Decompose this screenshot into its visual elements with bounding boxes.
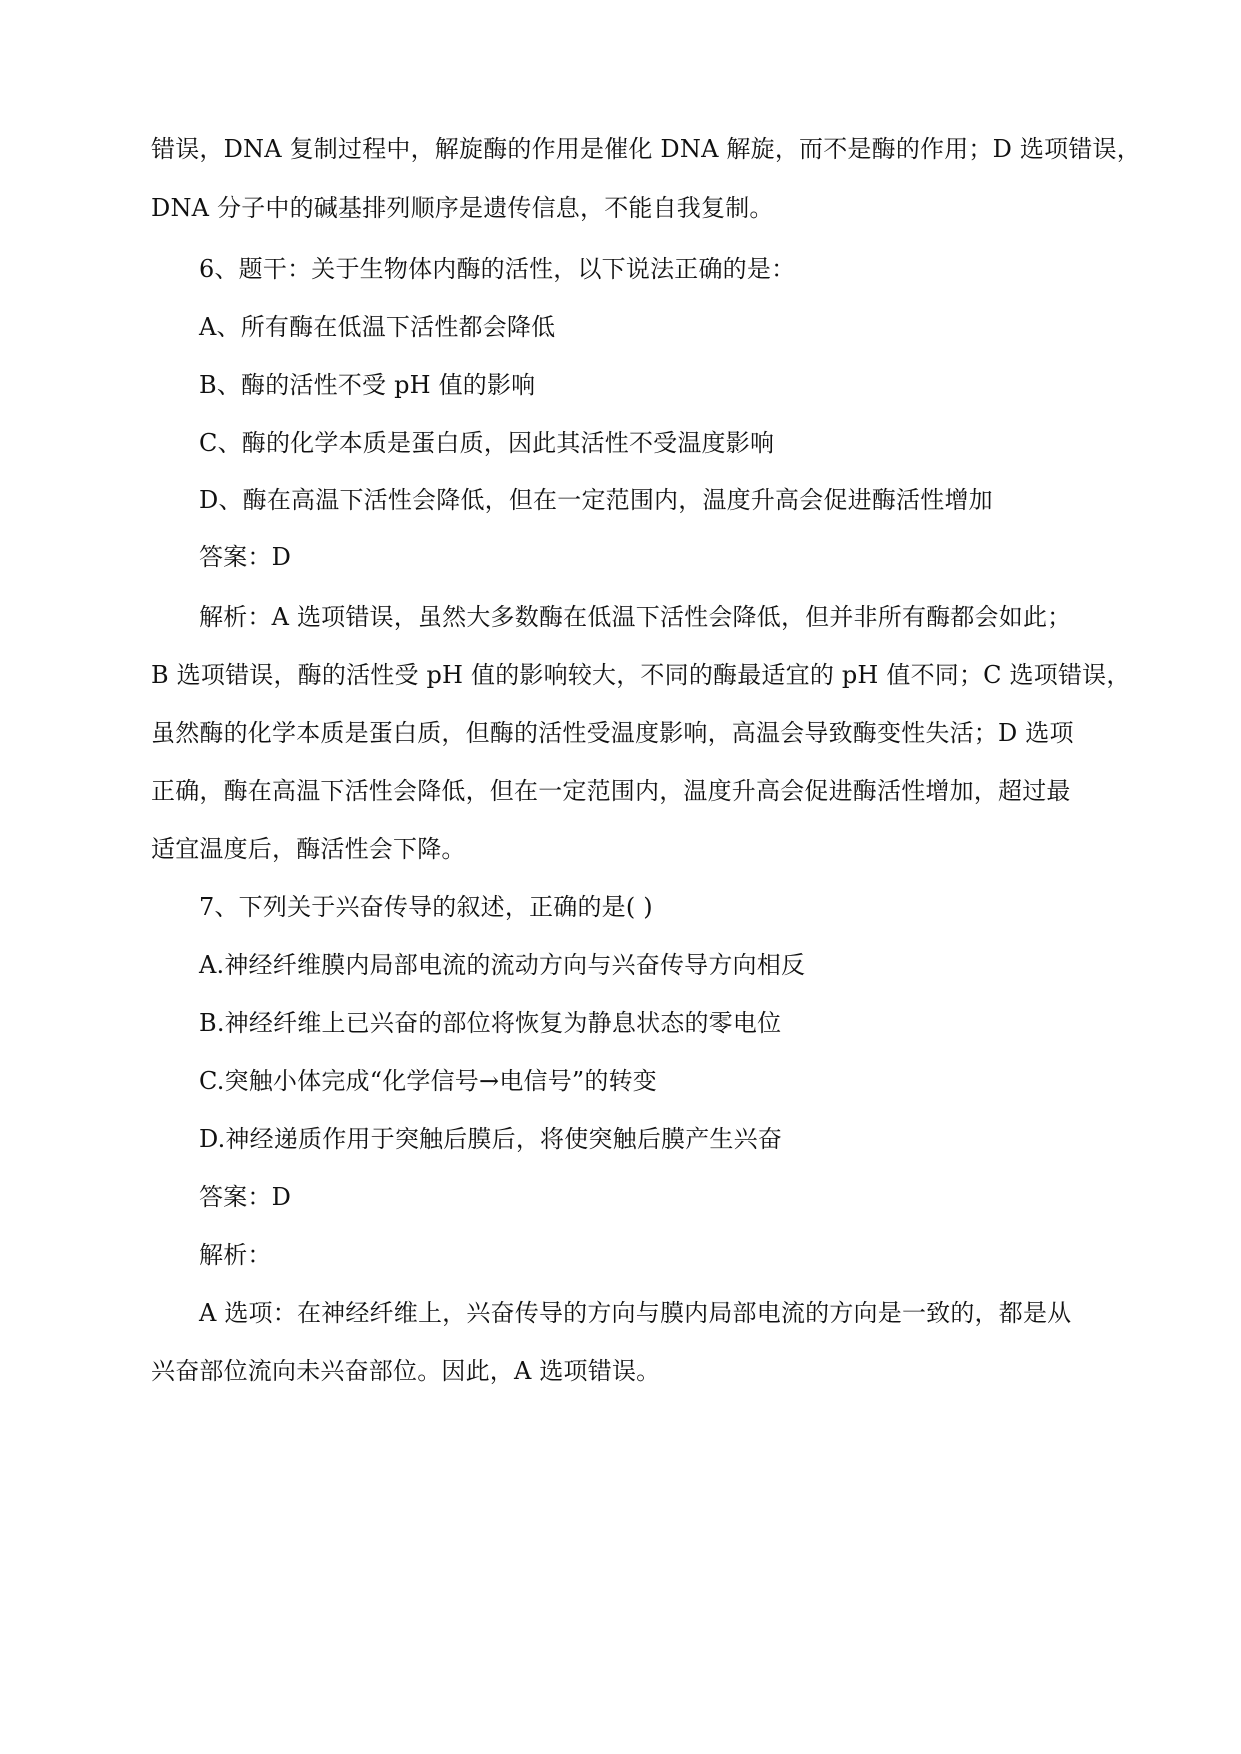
question-7-option-a: A.神经纤维膜内局部电流的流动方向与兴奋传导方向相反 bbox=[199, 951, 806, 979]
question-7-stem: 7、下列关于兴奋传导的叙述，正确的是( ) bbox=[199, 893, 653, 921]
question-7-explanation: A 选项：在神经纤维上，兴奋传导的方向与膜内局部电流的方向是一致的，都是从 bbox=[199, 1299, 1072, 1327]
question-7-option-b: B.神经纤维上已兴奋的部位将恢复为静息状态的零电位 bbox=[199, 1009, 782, 1037]
text-line: B 选项错误，酶的活性受 pH 值的影响较大，不同的酶最适宜的 pH 值不同；C 选项错误， bbox=[151, 661, 1131, 689]
question-7-answer: 答案：D bbox=[199, 1183, 292, 1211]
question-6-option-b: B、酶的活性不受 pH 值的影响 bbox=[199, 371, 536, 399]
text-line: 虽然酶的化学本质是蛋白质，但酶的活性受温度影响，高温会导致酶变性失活；D 选项 bbox=[151, 719, 1074, 747]
text-line: 错误，DNA 复制过程中，解旋酶的作用是催化 DNA 解旋，而不是酶的作用；D 选项错误， bbox=[151, 135, 1141, 163]
text-line: 适宜温度后，酶活性会下降。 bbox=[151, 835, 466, 863]
question-7-explanation-heading: 解析： bbox=[199, 1241, 272, 1269]
question-7-option-d: D.神经递质作用于突触后膜后，将使突触后膜产生兴奋 bbox=[199, 1125, 783, 1153]
question-6-explanation: 解析：A 选项错误，虽然大多数酶在低温下活性会降低，但并非所有酶都会如此； bbox=[199, 603, 1072, 631]
question-6-stem: 6、题干：关于生物体内酶的活性，以下说法正确的是： bbox=[199, 255, 796, 283]
question-6-answer: 答案：D bbox=[199, 543, 292, 571]
question-6-option-a: A、所有酶在低温下活性都会降低 bbox=[199, 313, 556, 341]
question-7-option-c: C.突触小体完成“化学信号→电信号”的转变 bbox=[199, 1067, 657, 1095]
text-line: DNA 分子中的碱基排列顺序是遗传信息，不能自我复制。 bbox=[151, 194, 774, 222]
text-line: 正确，酶在高温下活性会降低，但在一定范围内，温度升高会促进酶活性增加，超过最 bbox=[151, 777, 1071, 805]
question-6-option-c: C、酶的化学本质是蛋白质，因此其活性不受温度影响 bbox=[199, 429, 775, 457]
text-line: 兴奋部位流向未兴奋部位。因此，A 选项错误。 bbox=[151, 1357, 661, 1385]
question-6-option-d: D、酶在高温下活性会降低，但在一定范围内，温度升高会促进酶活性增加 bbox=[199, 486, 993, 514]
